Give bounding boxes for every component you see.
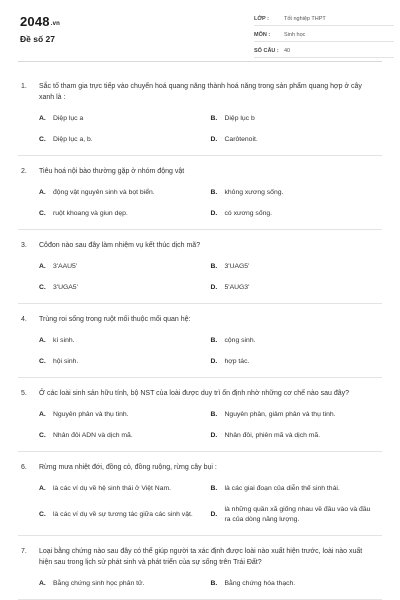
option-a[interactable] <box>39 336 211 346</box>
question-number: 3. <box>21 242 27 249</box>
question-list <box>18 62 382 600</box>
option-key: B. <box>210 263 218 270</box>
option-text: Diệp lục b <box>224 115 255 122</box>
exam-number: Đề số 27 <box>20 34 55 44</box>
option-text: Bằng chứng hóa thạch. <box>224 580 296 587</box>
answer-options <box>18 484 382 525</box>
option-d[interactable] <box>211 135 383 145</box>
option-key: D. <box>210 358 218 365</box>
option-text: Nguyên phân và thụ tinh. <box>53 411 129 418</box>
site-logo[interactable] <box>20 14 60 29</box>
option-key: D. <box>210 210 218 217</box>
meta-value: Tốt nghiệp THPT <box>284 15 326 22</box>
option-key: D. <box>210 432 218 439</box>
question-number: 1. <box>21 83 27 90</box>
option-b[interactable] <box>211 336 383 346</box>
question-7 <box>18 546 382 600</box>
option-text: là các giai đoạn của diễn thế sinh thái. <box>224 485 340 492</box>
option-b[interactable] <box>211 188 383 198</box>
logo-main: 2048 <box>20 14 50 29</box>
option-text: 3'UGA5' <box>53 284 78 291</box>
meta-key: LỚP : <box>254 15 269 22</box>
exam-header <box>18 0 382 62</box>
option-d[interactable] <box>211 357 383 367</box>
option-c[interactable] <box>39 505 211 525</box>
option-key: D. <box>210 284 218 291</box>
meta-key: MÔN : <box>254 31 271 38</box>
option-key: D. <box>210 136 218 143</box>
question-4 <box>18 314 382 378</box>
option-text: Nguyên phân, giảm phân và thụ tinh. <box>224 411 336 418</box>
question-number: 6. <box>21 464 27 471</box>
option-text: Diệp lục a, b. <box>53 136 93 143</box>
option-key: C. <box>39 511 46 518</box>
option-text: động vật nguyên sinh và bọt biển. <box>53 189 155 196</box>
option-key: C. <box>39 284 46 291</box>
question-6 <box>18 462 382 536</box>
option-d[interactable] <box>211 209 383 219</box>
answer-options <box>18 114 382 145</box>
option-a[interactable] <box>39 410 211 420</box>
meta-key: SỐ CÂU : <box>254 47 279 54</box>
meta-value: Sinh học <box>284 31 306 38</box>
answer-options <box>18 188 382 219</box>
option-key: C. <box>39 432 46 439</box>
option-key: A. <box>39 485 46 492</box>
question-stem <box>18 462 382 473</box>
option-b[interactable] <box>211 262 383 272</box>
option-b[interactable] <box>211 410 383 420</box>
option-a[interactable] <box>39 484 211 494</box>
question-number: 4. <box>21 316 27 323</box>
question-stem <box>18 166 382 177</box>
question-text: Ở các loài sinh sản hữu tính, bộ NST của loài được duy trì ổn định nhờ những cơ chế nào sau đây? <box>39 390 349 397</box>
option-key: B. <box>210 485 218 492</box>
question-number: 5. <box>21 390 27 397</box>
option-key: A. <box>39 411 46 418</box>
option-key: A. <box>39 115 46 122</box>
option-d[interactable] <box>211 431 383 441</box>
option-text: Bằng chứng sinh học phân tử. <box>53 580 145 587</box>
answer-options <box>18 336 382 367</box>
meta-row-subject <box>254 28 394 42</box>
answer-options <box>18 410 382 441</box>
question-text: Tiêu hoá nội bào thường gặp ở nhóm động vật <box>39 168 185 175</box>
meta-value: 40 <box>284 47 291 54</box>
option-d[interactable] <box>211 283 383 293</box>
option-text: Diệp lục a <box>53 115 84 122</box>
option-key: D. <box>210 511 218 518</box>
exam-meta <box>254 12 394 60</box>
answer-options <box>18 579 382 589</box>
option-c[interactable] <box>39 283 211 293</box>
option-key: B. <box>210 580 218 587</box>
option-text: 3'AAU5' <box>53 263 78 270</box>
option-key: A. <box>39 337 46 344</box>
option-b[interactable] <box>211 114 383 124</box>
option-c[interactable] <box>39 357 211 367</box>
question-text: Rừng mưa nhiệt đới, đồng cỏ, đồng ruộng, rừng cây bụi : <box>39 464 217 471</box>
question-stem <box>18 314 382 325</box>
option-key: A. <box>39 263 46 270</box>
option-text: hội sinh. <box>53 358 79 365</box>
question-stem <box>18 81 382 103</box>
option-text: 5'AUG3' <box>224 284 250 291</box>
option-a[interactable] <box>39 262 211 272</box>
option-key: B. <box>210 337 218 344</box>
question-stem <box>18 546 382 568</box>
option-c[interactable] <box>39 431 211 441</box>
option-key: A. <box>39 189 46 196</box>
option-key: B. <box>210 115 218 122</box>
option-b[interactable] <box>211 579 383 589</box>
option-c[interactable] <box>39 135 211 145</box>
option-key: C. <box>39 358 46 365</box>
question-3 <box>18 240 382 304</box>
option-a[interactable] <box>39 188 211 198</box>
option-key: B. <box>210 411 218 418</box>
question-stem <box>18 240 382 251</box>
option-c[interactable] <box>39 209 211 219</box>
option-text: kí sinh. <box>53 337 75 344</box>
question-number: 7. <box>21 548 27 555</box>
option-text: là các ví dụ về sự tương tác giữa các sinh vật. <box>53 511 193 518</box>
option-key: B. <box>210 189 218 196</box>
question-stem <box>18 388 382 399</box>
option-text: không xương sống. <box>224 189 284 196</box>
option-text: Nhân đôi, phiên mã và dịch mã. <box>224 432 321 439</box>
meta-row-question-count <box>254 44 394 58</box>
meta-row-class <box>254 12 394 26</box>
option-text: Carôtenoit. <box>224 136 258 143</box>
question-5 <box>18 388 382 452</box>
option-d[interactable] <box>211 505 383 525</box>
option-text: là những quần xã giống nhau về đầu vào và đầu ra của dòng năng lượng. <box>224 506 371 523</box>
option-text: là các ví dụ về hệ sinh thái ở Việt Nam. <box>53 485 172 492</box>
question-2 <box>18 166 382 230</box>
option-key: C. <box>39 136 46 143</box>
answer-options <box>18 262 382 293</box>
option-key: C. <box>39 210 46 217</box>
option-b[interactable] <box>211 484 383 494</box>
question-text: Côđon nào sau đây làm nhiệm vụ kết thúc dịch mã? <box>39 242 201 249</box>
option-text: 3'UAG5' <box>224 263 250 270</box>
question-number: 2. <box>21 168 27 175</box>
option-text: có xương sống. <box>224 210 273 217</box>
option-text: ruột khoang và giun dẹp. <box>53 210 128 217</box>
option-text: Nhân đôi ADN và dịch mã. <box>53 432 133 439</box>
option-text: hợp tác. <box>224 358 250 365</box>
question-1 <box>18 81 382 156</box>
question-text: Sắc tố tham gia trực tiếp vào chuyển hoá quang năng thành hoá năng trong sản phẩm quang hợp ở cây xanh là : <box>39 83 362 101</box>
question-text: Trùng roi sống trong ruột mối thuộc mối quan hệ: <box>39 316 191 323</box>
option-key: A. <box>39 580 46 587</box>
question-text: Loại bằng chứng nào sau đây có thể giúp người ta xác định được loài nào xuất hiện trước, loài nào xuất hiện sau trong lịch sử phát sinh và phát triển của sự sống trên Trái Đất? <box>39 548 363 566</box>
logo-suffix: .vn <box>50 21 61 27</box>
option-text: cộng sinh. <box>224 337 256 344</box>
option-a[interactable] <box>39 114 211 124</box>
option-a[interactable] <box>39 579 211 589</box>
